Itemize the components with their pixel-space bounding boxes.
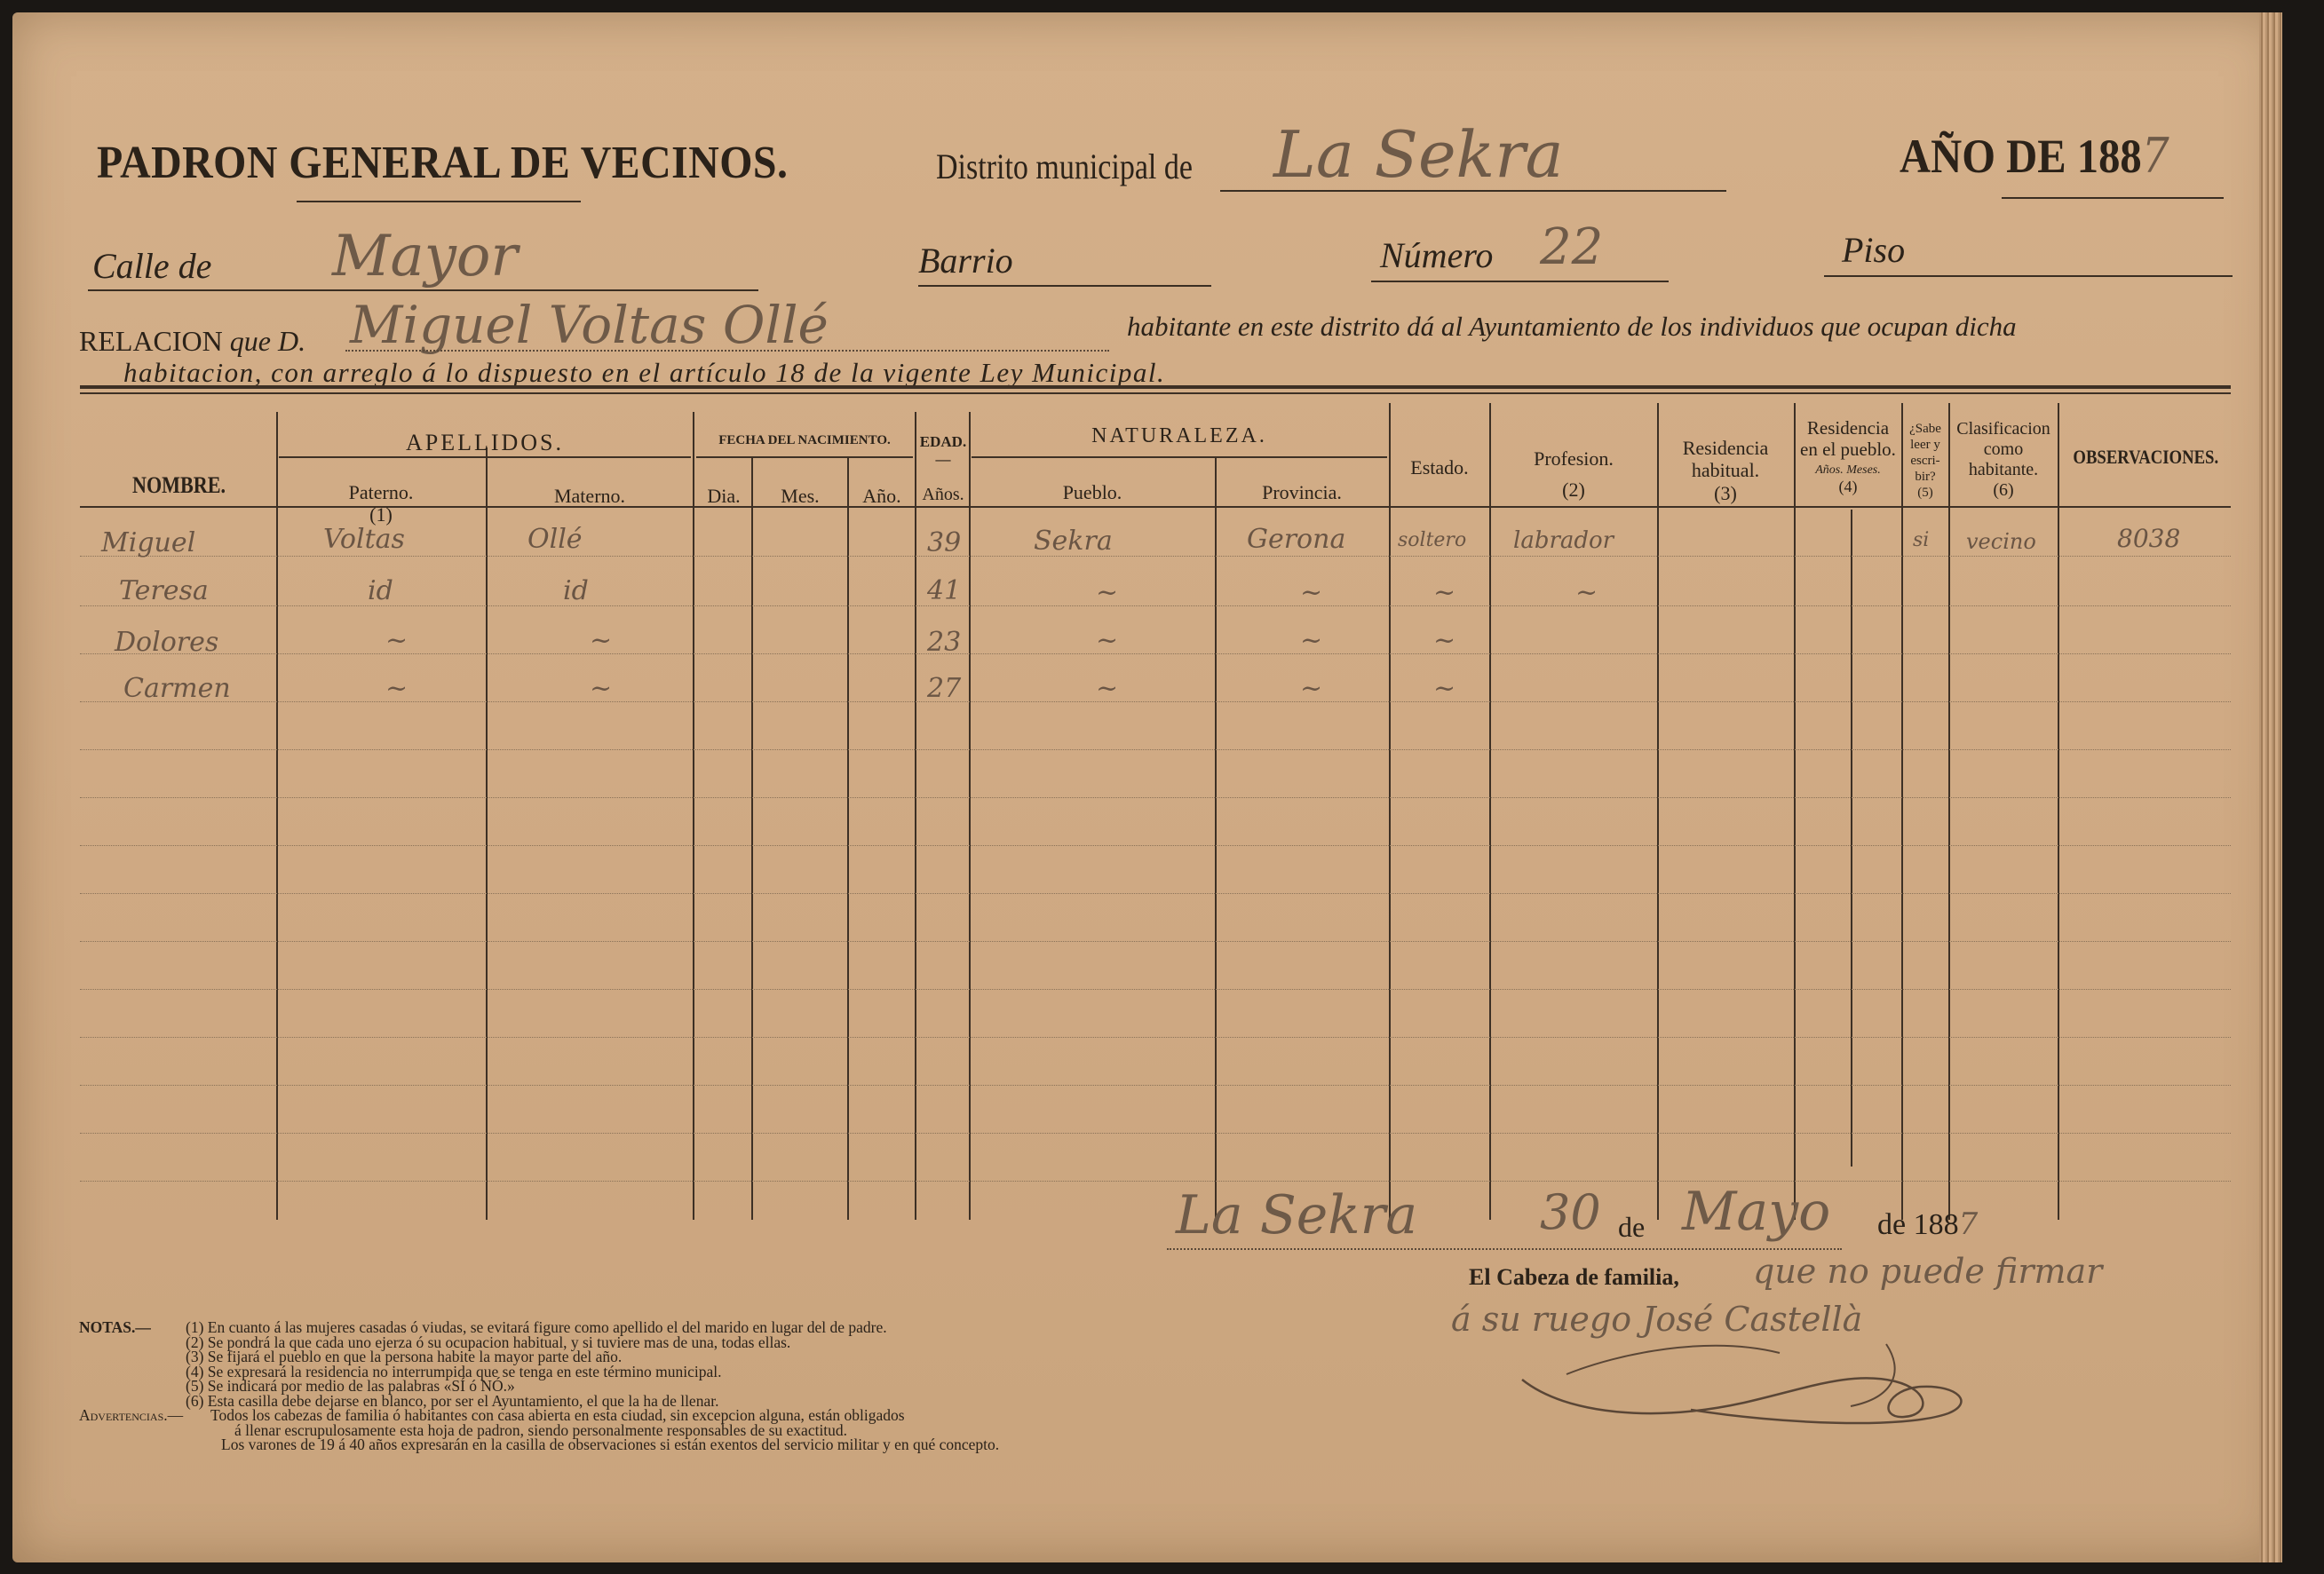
number-label: Número: [1380, 235, 1494, 275]
relacion-prefix: RELACION: [79, 325, 223, 357]
cell-edad: 39: [927, 527, 962, 558]
header-res-pue-note: (4): [1838, 478, 1858, 496]
footer-month: Mayo: [1682, 1181, 1831, 1243]
header-profesion: [1491, 447, 1656, 502]
note-item-6: (6) Esta casilla debe dejarse en blanco, por ser el Ayuntamiento, el que la ha de llenar.: [186, 1391, 719, 1410]
naturaleza-group-rule: [972, 456, 1387, 458]
cell-estado: ~: [1433, 625, 1456, 656]
col-line-8: [1215, 456, 1217, 1220]
year-digit: 7: [2141, 128, 2169, 184]
advertencias-row: [79, 1408, 1367, 1423]
cell-provincia: Gerona: [1247, 524, 1346, 555]
note-item-1: (1) En cuanto á las mujeres casadas ó viudas, se evitará figure como apellido el del marido en lugar del de padre.: [186, 1318, 887, 1336]
row-line: [80, 1133, 2231, 1134]
cell-pueblo: ~: [1096, 625, 1119, 656]
row-line: [80, 605, 2231, 606]
cell-profesion: labrador: [1513, 527, 1614, 554]
footer-date-dotline: [1167, 1248, 1842, 1250]
footer-de-1: de: [1618, 1211, 1646, 1243]
footer-day: 30: [1540, 1184, 1601, 1240]
row-line: [80, 989, 2231, 990]
cell-nombre: Dolores: [115, 627, 219, 658]
number-underline: [1371, 281, 1669, 282]
advertencias-text-1: Todos los cabezas de familia ó habitantes con casa abierta en esta ciudad, sin excepcion alguna, están obligados: [210, 1406, 905, 1424]
header-clasificacion: [1950, 419, 2057, 501]
signature-line-1: que no puede firmar: [1753, 1252, 2103, 1291]
col-line-12: [1794, 403, 1796, 1220]
district-label: Distrito municipal de: [936, 146, 1193, 186]
col-line-5: [847, 456, 849, 1220]
header-res-pue-1: Residencia: [1806, 417, 1890, 439]
district-value: La Sekra: [1273, 117, 1564, 192]
barrio-underline: [918, 285, 1211, 287]
street-underline: [88, 289, 758, 291]
col-line-4: [751, 456, 753, 1220]
header-edad-label: EDAD.: [919, 433, 967, 450]
cell-materno: ~: [590, 625, 613, 656]
header-paterno-note: (1): [369, 503, 393, 526]
cell-nombre: Teresa: [119, 575, 209, 606]
notes-block: [79, 1320, 1367, 1452]
relacion-line-1: [79, 325, 305, 358]
advertencias-label: Advertencias.—: [79, 1406, 184, 1424]
header-sabe-note: (5): [1917, 486, 1933, 500]
col-line-14: [1901, 403, 1903, 1220]
cell-estado: ~: [1433, 673, 1456, 704]
header-anos: Años.: [922, 485, 964, 504]
col-line-1: [276, 412, 278, 1220]
apellidos-group-rule: [279, 456, 691, 458]
col-line-3: [693, 412, 694, 1220]
cell-paterno: id: [368, 575, 393, 606]
col-line-11: [1657, 403, 1659, 1220]
cell-materno: Ollé: [527, 524, 583, 555]
cell-edad: 23: [927, 627, 962, 658]
header-paterno-label: Paterno.: [348, 481, 414, 503]
row-line: [80, 893, 2231, 894]
header-sabe-4: bir?: [1915, 470, 1936, 484]
cell-pueblo: ~: [1096, 673, 1119, 704]
cell-estado: ~: [1433, 577, 1456, 608]
header-sabe: [1903, 421, 1947, 501]
col-line-15: [1948, 403, 1950, 1220]
header-sabe-2: leer y: [1910, 438, 1940, 452]
header-ano: Año.: [862, 485, 901, 507]
header-anos-meses: Años. Meses.: [1815, 463, 1881, 478]
col-line-16: [2058, 403, 2059, 1220]
advertencias-text-2: á llenar escrupulosamente esta hoja de padron, siendo personalmente responsables de su exactitud.: [234, 1420, 848, 1439]
row-line: [80, 556, 2231, 557]
relacion-name-dotline: [345, 350, 1109, 352]
header-materno: Materno.: [553, 485, 626, 507]
cell-pueblo: Sekra: [1034, 526, 1113, 557]
street-label: Calle de: [92, 246, 212, 286]
header-nombre: NOMBRE.: [132, 472, 226, 498]
cell-materno: ~: [590, 673, 613, 704]
cell-edad: 41: [927, 575, 962, 606]
footer-year: [1877, 1206, 1978, 1242]
cell-clasif: vecino: [1966, 529, 2036, 554]
header-fecha: FECHA DEL NACIMIENTO.: [718, 433, 891, 447]
signature-line-2: á su ruego José Castellà: [1451, 1300, 1863, 1339]
cell-obs: 8038: [2117, 524, 2181, 553]
table-top-rule-2: [80, 392, 2231, 394]
footer-year-prefix: de 188: [1877, 1208, 1959, 1241]
row-line: [80, 1181, 2231, 1182]
fecha-group-rule: [696, 456, 913, 458]
document-page: [12, 12, 2282, 1562]
relacion-name: Miguel Voltas Ollé: [350, 295, 829, 355]
col-line-2: [486, 447, 488, 1220]
row-line: [80, 1085, 2231, 1086]
cell-materno: id: [563, 575, 589, 606]
col-line-6: [915, 412, 916, 1220]
header-profesion-note: (2): [1562, 479, 1585, 502]
cell-paterno: ~: [385, 625, 408, 656]
header-naturaleza: NATURALEZA.: [1091, 424, 1267, 447]
row-line: [80, 749, 2231, 750]
year-label: [1900, 128, 2169, 184]
cell-provincia: ~: [1300, 577, 1323, 608]
note-item-5: (5) Se indicará por medio de las palabras «SÍ ó NÓ.»: [186, 1377, 515, 1395]
note-item-3: (3) Se fijará el pueblo en que la persona habite la mayor parte del año.: [186, 1348, 623, 1365]
col-line-10: [1489, 403, 1491, 1220]
header-clasif-note: (6): [1993, 480, 2014, 500]
signature-flourish: [1513, 1317, 2011, 1433]
barrio-label: Barrio: [918, 241, 1013, 281]
col-line-7: [969, 412, 971, 1220]
piso-underline: [1824, 275, 2233, 277]
relacion-text-2: habitacion, con arreglo á lo dispuesto en el artículo 18 de la vigente Ley Municipal.: [123, 357, 1166, 388]
cell-pueblo: ~: [1096, 577, 1119, 608]
year-label-text: AÑO DE 188: [1900, 130, 2142, 183]
header-profesion-label: Profesion.: [1534, 447, 1614, 470]
header-edad-dash: —: [935, 450, 951, 468]
footer-place: La Sekra: [1176, 1184, 1418, 1246]
cell-nombre: Carmen: [123, 673, 231, 704]
row-line: [80, 1037, 2231, 1038]
header-res-hab-1: Residencia: [1682, 437, 1769, 459]
col-line-13: [1851, 510, 1852, 1167]
cell-edad: 27: [927, 673, 962, 704]
cell-estado: soltero: [1398, 529, 1467, 551]
header-estado: Estado.: [1410, 456, 1469, 479]
header-observaciones: OBSERVACIONES.: [2073, 446, 2219, 468]
year-underline: [2002, 197, 2224, 199]
row-line: [80, 845, 2231, 846]
row-line: [80, 797, 2231, 798]
relacion-text-1: habitante en este distrito dá al Ayuntamiento de los individuos que ocupan dicha: [1127, 311, 2017, 342]
number-value: 22: [1540, 218, 1604, 276]
advertencias-text-3: Los varones de 19 á 40 años expresarán en la casilla de observaciones si están exentos del servicio militar y en qué concepto.: [221, 1436, 1000, 1453]
note-item-2: (2) Se pondrá la que cada uno ejerza ó su ocupacion habitual, y si tuviere mas de una, todas ellas.: [186, 1333, 791, 1351]
note-item-4: (4) Se expresará la residencia no interrumpida que se tenga en este término municipal.: [186, 1362, 722, 1380]
cell-provincia: ~: [1300, 625, 1323, 656]
header-residencia-pueblo: [1796, 417, 1900, 496]
header-clasif-3: habitante.: [1968, 460, 2039, 479]
notes-row: [79, 1320, 1367, 1335]
header-paterno: [279, 481, 483, 526]
header-edad: [916, 433, 970, 468]
header-sabe-3: escri-: [1910, 454, 1940, 468]
header-apellidos: APELLIDOS.: [405, 430, 565, 455]
row-line: [80, 941, 2231, 942]
cell-profesion: ~: [1575, 577, 1598, 608]
header-pueblo: Pueblo.: [1062, 481, 1122, 503]
header-clasif-2: como: [1983, 439, 2024, 459]
cell-paterno: Voltas: [323, 524, 405, 555]
form-title: PADRON GENERAL DE VECINOS.: [97, 138, 789, 188]
header-clasif-1: Clasificacion: [1956, 419, 2050, 439]
title-underline: [297, 201, 581, 202]
header-res-hab-note: (3): [1714, 481, 1737, 504]
footer-year-digit: 7: [1958, 1206, 1979, 1242]
notas-label: NOTAS.—: [79, 1318, 151, 1336]
street-value: Mayor: [332, 224, 518, 289]
relacion-que: que D.: [229, 325, 306, 357]
cell-provincia: ~: [1300, 673, 1323, 704]
cell-sabe: si: [1913, 529, 1930, 551]
header-residencia-habitual: [1659, 437, 1792, 504]
district-underline: [1220, 190, 1726, 192]
header-mes: Mes.: [781, 485, 820, 507]
cell-nombre: Miguel: [101, 527, 196, 558]
header-res-hab-2: habitual.: [1691, 459, 1760, 482]
table-top-rule: [80, 385, 2231, 389]
header-res-pue-2: en el pueblo.: [1800, 439, 1896, 461]
header-dia: Dia.: [707, 485, 741, 507]
cell-paterno: ~: [385, 673, 408, 704]
header-provincia: Provincia.: [1262, 481, 1342, 503]
col-line-9: [1389, 403, 1391, 1220]
piso-label: Piso: [1842, 230, 1906, 270]
page-edge: [2259, 12, 2282, 1562]
cabeza-label: El Cabeza de familia,: [1469, 1264, 1679, 1290]
header-sabe-1: ¿Sabe: [1909, 422, 1941, 436]
